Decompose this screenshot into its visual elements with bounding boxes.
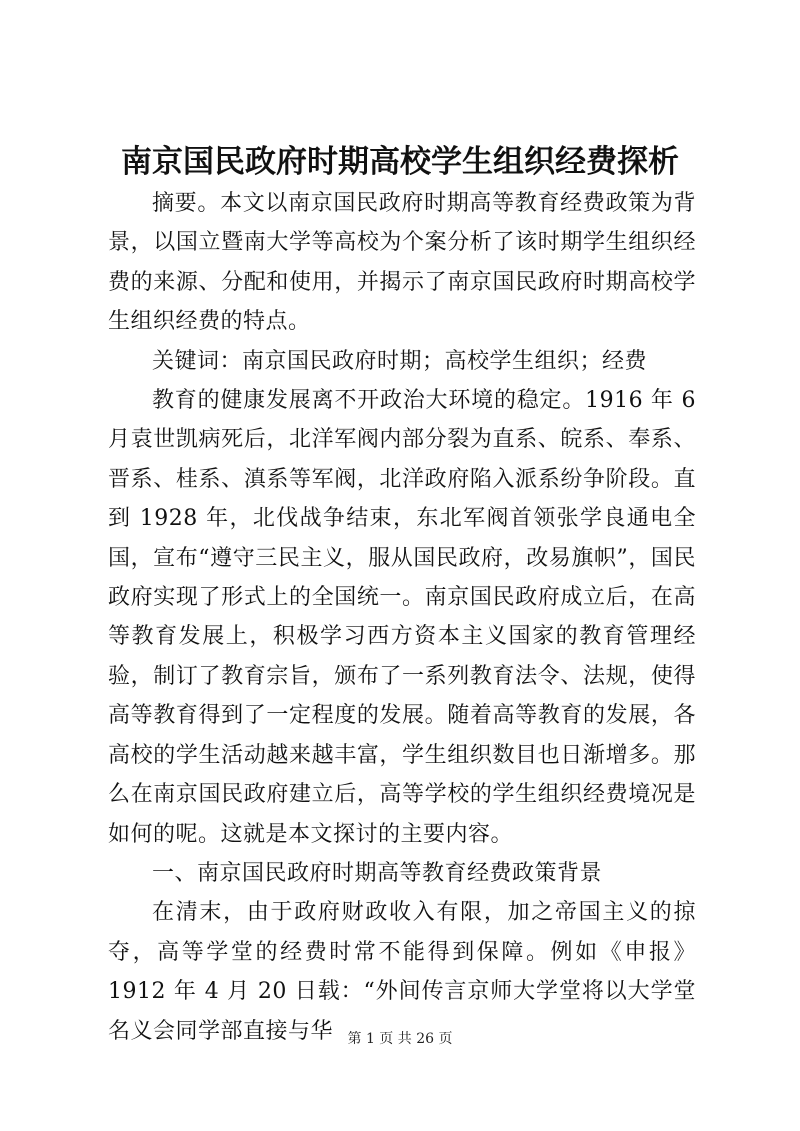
- section-heading: 一、南京国民政府时期高等教育经费政策背景: [152, 860, 603, 886]
- intro-paragraph: 教育的健康发展离不开政治大环境的稳定。1916 年 6 月袁世凯病死后，北洋军阀内部分裂为直系、皖系、奉系、晋系、桂系、滇系等军阀，北洋政府陷入派系纷争阶段。直到 1928 年，北伐战争结束，东北军阀首领张学良通电全国，宣布“遵守三民主义，服从国民政府，改易旗帜”，国民政府实现了形式上的全国统一。南京国民政府成立后，在高等教育发展上，积极学习西方资本主义国家的教育管理经验，制订了教育宗旨，颁布了一系列教育法令、法规，使得高等教育得到了一定程度的发展。随着高等教育的发展，各高校的学生活动越来越丰富，学生组织数目也日渐增多。那么在南京国民政府建立后，高等学校的学生组织经费境况是如何的呢。这就是本文探讨的主要内容。: [108, 388, 696, 847]
- body-paragraph: 在清末，由于政府财政收入有限，加之帝国主义的掠夺，高等学堂的经费时常不能得到保障。例如《申报》1912 年 4 月 20 日载：“外间传言京师大学堂将以大学堂名义会同学部直接与华: [108, 900, 696, 1044]
- document-title: 南京国民政府时期高校学生组织经费探析: [121, 144, 679, 180]
- document-body: [108, 184, 696, 1051]
- keywords-paragraph: 关键词：南京国民政府时期；高校学生组织；经费: [152, 348, 648, 374]
- page-footer: 第 1 页 共 26 页: [347, 1031, 453, 1047]
- abstract-paragraph: 摘要。本文以南京国民政府时期高等教育经费政策为背景，以国立暨南大学等高校为个案分析了该时期学生组织经费的来源、分配和使用，并揭示了南京国民政府时期高校学生组织经费的特点。: [108, 191, 696, 335]
